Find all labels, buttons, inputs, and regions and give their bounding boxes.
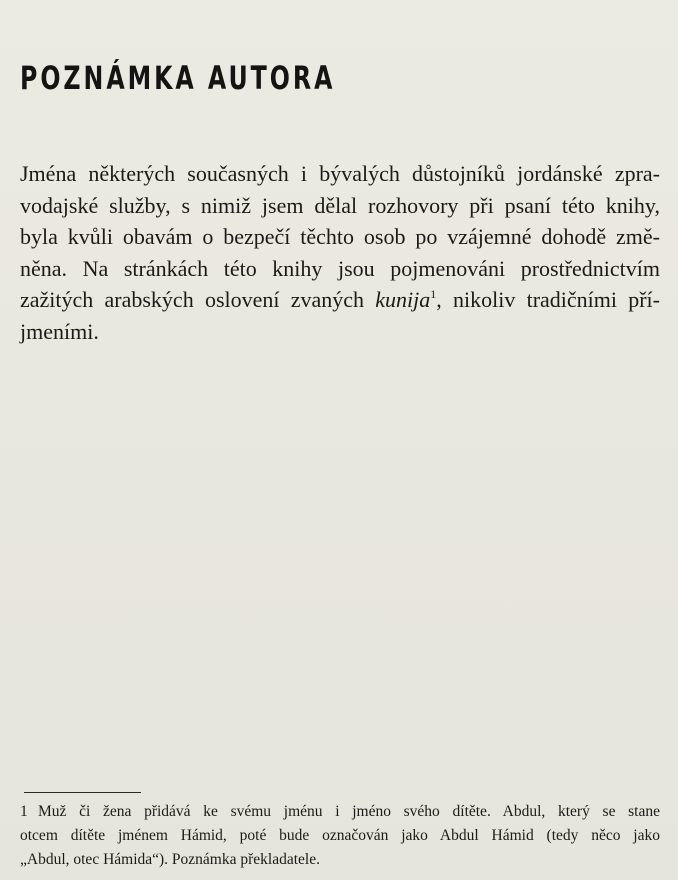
footnote-line: „Abdul, otec Hámida“). Poznámka překladatele. <box>20 851 320 868</box>
author-note-paragraph <box>20 158 660 347</box>
footnote-number: 1 <box>20 803 28 820</box>
page-heading: POZNÁMKA AUTORA <box>20 59 336 97</box>
footnote-line: otcem dítěte jménem Hámid, poté bude označován jako Abdul Hámid (tedy něco jako <box>20 827 660 844</box>
kunija-term: kunija <box>375 287 431 312</box>
paragraph-line: vodajské služby, s nimiž jsem dělal rozhovory při psaní této knihy, <box>20 192 660 218</box>
paragraph-line: něna. Na stránkách této knihy jsou pojmenováni prostřednictvím <box>20 255 660 281</box>
footnote-reference: 1 <box>430 287 437 301</box>
footnote-line <box>20 800 660 824</box>
footnote-text: Muž či žena přidává ke svému jménu i jméno svého dítěte. Abdul, který se stane <box>38 803 660 820</box>
paragraph-text: zažitých arabských oslovení zvaných <box>20 287 376 312</box>
paragraph-line: byla kvůli obavám o bezpečí těchto osob po vzájemné dohodě změ- <box>20 224 660 249</box>
paragraph-line: jmeními. <box>20 318 99 344</box>
footnote-separator <box>24 792 141 793</box>
paragraph-line <box>20 284 660 316</box>
footnote <box>20 800 660 872</box>
paragraph-line: Jména některých současných i bývalých důstojníků jordánské zpra- <box>20 161 660 186</box>
paragraph-text: , nikoliv tradičními pří- <box>436 287 660 312</box>
